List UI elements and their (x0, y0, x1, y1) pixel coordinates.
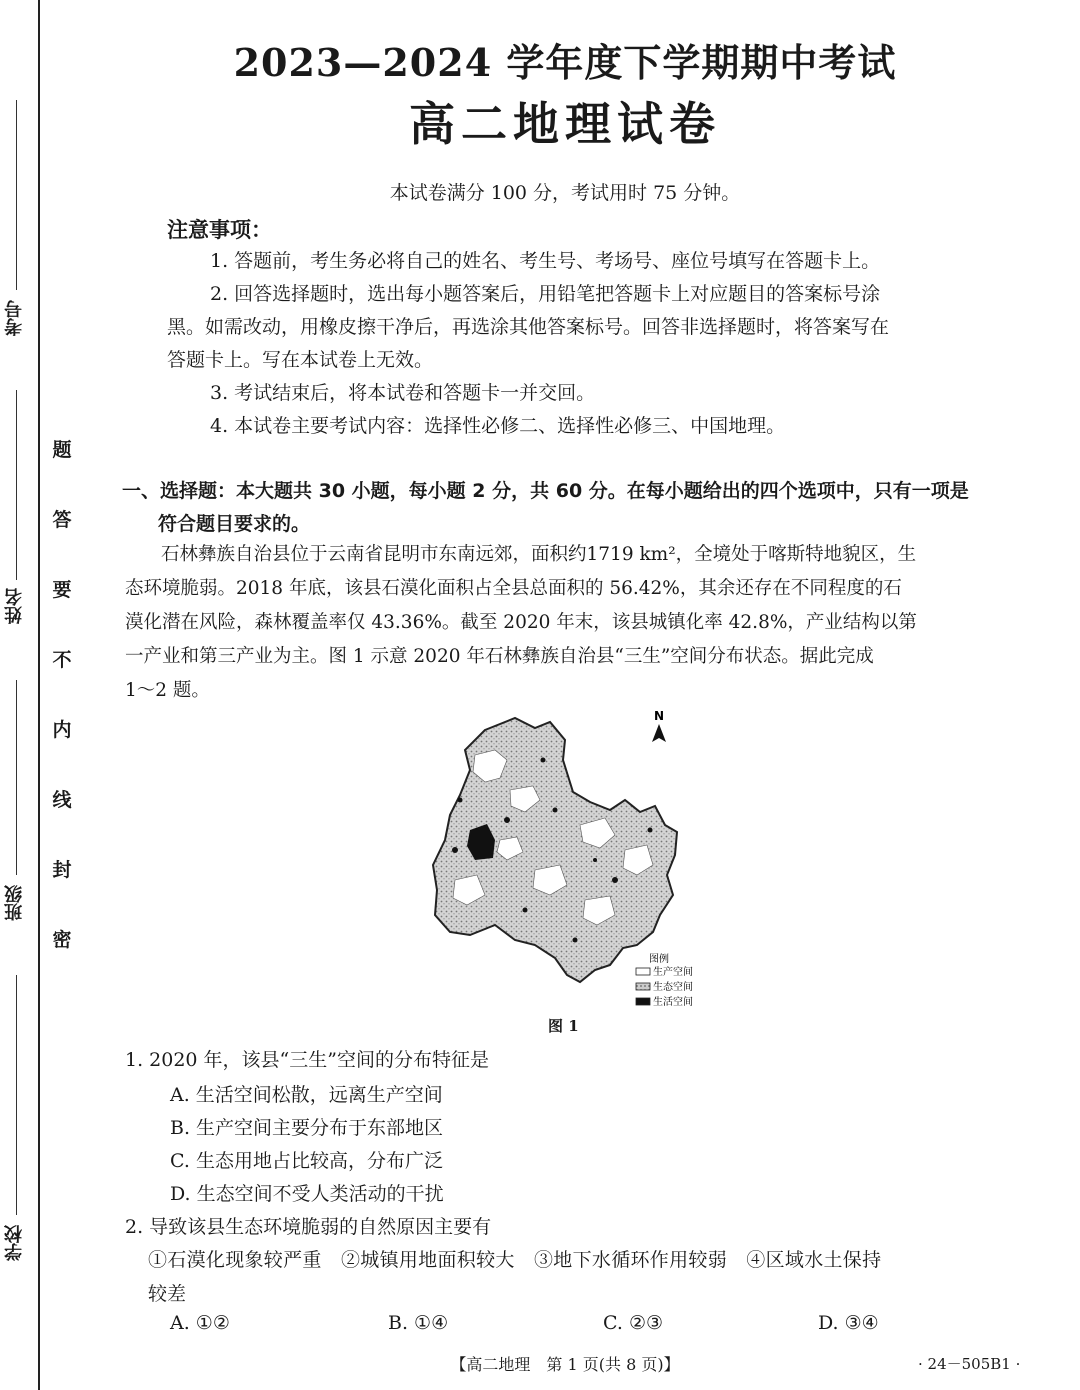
fill-line-class[interactable] (16, 680, 17, 875)
question-2-stem: 2. 导致该县生态环境脆弱的自然原因主要有 (125, 1216, 492, 1238)
seal-char: 封 (52, 859, 72, 881)
exam-title: 2023—2024 学年度下学期期中考试 (233, 40, 897, 85)
q1-option-a[interactable]: A. 生活空间松散，远离生产空间 (170, 1084, 443, 1106)
margin-label-exam-number: 考号 (4, 300, 25, 336)
passage-line: 石林彝族自治县位于云南省昆明市东南远郊，面积约1719 km²，全境处于喀斯特地貌区，生 (161, 544, 917, 565)
margin-label-name: 姓名 (4, 588, 25, 624)
q2-option-d[interactable]: D. ③④ (818, 1312, 879, 1334)
q1-option-c[interactable]: C. 生态用地占比较高，分布广泛 (170, 1150, 443, 1172)
question-2-statements-cont: 较差 (148, 1283, 187, 1305)
q1-option-b[interactable]: B. 生产空间主要分布于东部地区 (170, 1117, 444, 1139)
legend-title: 图例 (649, 954, 669, 965)
legend-label: 生态空间 (653, 982, 693, 993)
note-item: 1. 答题前，考生务必将自己的姓名、考生号、考场号、座位号填写在答题卡上。 (210, 250, 881, 272)
figure-map (415, 700, 715, 1010)
seal-char: 不 (52, 649, 72, 671)
legend-swatch-living (636, 998, 650, 1005)
passage (125, 538, 1010, 708)
page-footer: 【高二地理 第 1 页(共 8 页)】 (450, 1355, 680, 1374)
passage-line: 漠化潜在风险，森林覆盖率仅 43.36%。截至 2020 年末，该县城镇化率 42.8%，产业结构以第 (125, 612, 917, 633)
seal-char: 密 (52, 929, 72, 951)
note-item: 3. 考试结束后，将本试卷和答题卡一并交回。 (210, 382, 596, 404)
fill-line-name[interactable] (16, 390, 17, 580)
margin-label-school: 学校 (4, 1225, 25, 1261)
exam-subtitle: 高二地理试卷 (409, 97, 721, 151)
north-label: N (653, 709, 665, 723)
note-item: 2. 回答选择题时，选出每小题答案后，用铅笔把答题卡上对应题目的答案标号涂 (210, 283, 881, 305)
q1-option-d[interactable]: D. 生态空间不受人类活动的干扰 (170, 1183, 444, 1205)
margin-label-class: 班级 (4, 885, 25, 921)
section-line: 符合题目要求的。 (158, 513, 311, 535)
passage-line: 一产业和第三产业为主。图 1 示意 2020 年石林彝族自治县“三生”空间分布状态。据此完成 (125, 646, 874, 667)
fill-line-school[interactable] (16, 975, 17, 1215)
seal-char: 内 (52, 719, 72, 741)
seal-char: 要 (52, 579, 72, 601)
legend-swatch-production (636, 968, 650, 975)
q2-option-c[interactable]: C. ②③ (603, 1312, 664, 1334)
legend-label: 生活空间 (653, 997, 693, 1008)
exam-info: 本试卷满分 100 分，考试用时 75 分钟。 (389, 182, 741, 204)
north-arrow-icon (652, 724, 666, 742)
seal-char: 线 (52, 789, 72, 811)
seal-char: 答 (52, 509, 72, 531)
seal-char: 题 (52, 439, 72, 461)
figure-caption: 图 1 (548, 1017, 579, 1035)
note-item: 答题卡上。写在本试卷上无效。 (167, 349, 434, 371)
paper-code: · 24－505B1 · (918, 1355, 1021, 1373)
passage-line: 1～2 题。 (125, 680, 210, 701)
passage-line: 态环境脆弱。2018 年底，该县石漠化面积占全县总面积的 56.42%，其余还存在不同程度的石 (125, 578, 902, 599)
question-2-statements: ①石漠化现象较严重 ②城镇用地面积较大 ③地下水循环作用较弱 ④区域水土保持 (148, 1249, 882, 1271)
legend-swatch-ecological (636, 983, 650, 990)
note-item: 4. 本试卷主要考试内容：选择性必修二、选择性必修三、中国地理。 (210, 415, 786, 437)
section-heading (122, 475, 1012, 541)
q2-option-b[interactable]: B. ①④ (388, 1312, 449, 1334)
q2-option-a[interactable]: A. ①② (170, 1312, 230, 1334)
note-item: 黑。如需改动，用橡皮擦干净后，再选涂其他答案标号。回答非选择题时，将答案写在 (167, 316, 890, 338)
legend-label: 生产空间 (653, 967, 693, 978)
section-line: 一、选择题：本大题共 30 小题，每小题 2 分，共 60 分。在每小题给出的四个选项中，只有一项是 (122, 480, 969, 502)
question-1-stem: 1. 2020 年，该县“三生”空间的分布特征是 (125, 1049, 489, 1071)
binding-line (38, 0, 40, 1390)
notes-heading: 注意事项： (167, 218, 272, 242)
